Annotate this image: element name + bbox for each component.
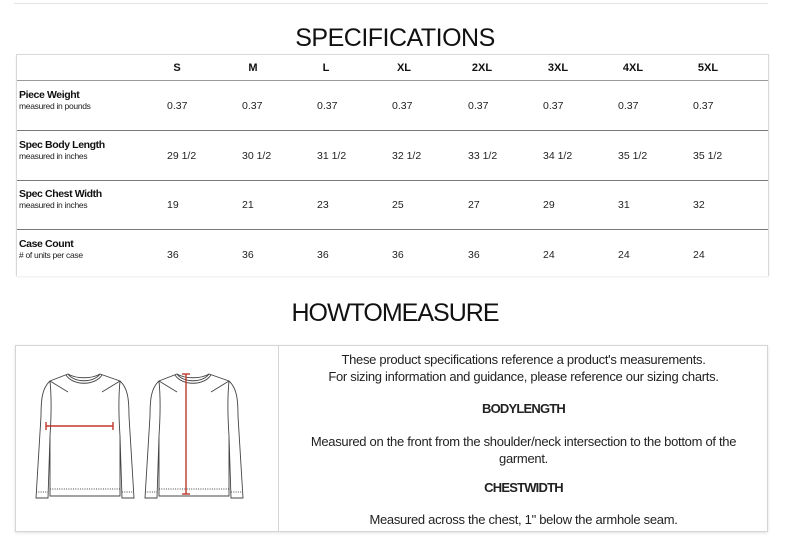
table-cell: 25: [392, 199, 404, 211]
table-cell: 24: [543, 249, 555, 261]
intro-text: These product specifications reference a product's measurements.: [341, 352, 706, 367]
table-cell: 0.37: [242, 100, 263, 112]
table-cell: 35 1/2: [693, 150, 723, 162]
size-header: S: [173, 62, 181, 74]
measurement-illustration: [16, 346, 279, 531]
table-row: [17, 131, 768, 181]
size-header: 4XL: [622, 62, 644, 74]
table-cell: 36: [167, 249, 179, 261]
table-row: [17, 81, 768, 131]
table-cell: 29 1/2: [167, 150, 197, 162]
top-divider: [14, 0, 768, 4]
table-row: [17, 230, 768, 279]
table-cell: 0.37: [167, 100, 188, 112]
row-label: [19, 90, 91, 112]
size-header: M: [248, 62, 258, 74]
table-cell: 27: [468, 199, 480, 211]
size-header: 5XL: [697, 62, 719, 74]
row-label-unit: # of units per case: [19, 250, 83, 260]
size-header: 3XL: [547, 62, 569, 74]
row-label: [19, 239, 83, 261]
table-cell: 0.37: [317, 100, 338, 112]
table-cell: 36: [242, 249, 254, 261]
body-length-description: Measured on the front from the shoulder/neck intersection to the bottom of the garment.: [310, 434, 737, 466]
row-label: [19, 189, 102, 211]
size-header: L: [322, 62, 330, 74]
table-cell: 24: [693, 249, 705, 261]
table-cell: 0.37: [468, 100, 489, 112]
table-cell: 0.37: [693, 100, 714, 112]
table-cell: 0.37: [392, 100, 413, 112]
row-label-unit: measured in inches: [19, 151, 88, 161]
table-cell: 19: [167, 199, 179, 211]
shirt-back-icon: [145, 374, 243, 498]
table-cell: 32: [693, 199, 705, 211]
size-header-row: [17, 55, 768, 81]
size-header: 2XL: [471, 62, 493, 74]
table-cell: 31 1/2: [317, 150, 347, 162]
table-cell: 0.37: [618, 100, 639, 112]
specifications-title: SPECIFICATIONS: [295, 24, 495, 52]
table-cell: 35 1/2: [618, 150, 648, 162]
how-to-measure-panel: [15, 345, 768, 532]
shirt-front-icon: [36, 374, 134, 498]
body-length-heading: BODYLENGTH: [481, 401, 565, 416]
chest-width-description: Measured across the chest, 1" below the armhole seam.: [369, 512, 678, 527]
row-label-main: Piece Weight: [19, 89, 80, 101]
table-cell: 36: [468, 249, 480, 261]
specifications-table: [16, 54, 769, 276]
table-cell: 33 1/2: [468, 150, 498, 162]
table-cell: 29: [543, 199, 555, 211]
table-cell: 31: [618, 199, 630, 211]
table-cell: 24: [618, 249, 630, 261]
row-label-unit: measured in pounds: [19, 101, 91, 111]
long-sleeve-shirt-icon: [16, 346, 278, 531]
table-cell: 34 1/2: [543, 150, 573, 162]
table-row: [17, 180, 768, 230]
how-to-measure-title: HOWTOMEASURE: [291, 299, 499, 327]
table-cell: 0.37: [543, 100, 564, 112]
intro-text: For sizing information and guidance, please reference our sizing charts.: [328, 369, 719, 384]
chest-width-heading: CHESTWIDTH: [484, 480, 563, 495]
row-label: [19, 140, 105, 162]
table-cell: 21: [242, 199, 254, 211]
table-cell: 36: [317, 249, 329, 261]
table-cell: 36: [392, 249, 404, 261]
table-cell: 23: [317, 199, 329, 211]
measurement-instructions: [280, 346, 767, 531]
row-label-main: Spec Chest Width: [19, 188, 102, 200]
table-cell: 32 1/2: [392, 150, 422, 162]
table-cell: 30 1/2: [242, 150, 272, 162]
row-label-unit: measured in inches: [19, 200, 88, 210]
row-label-main: Case Count: [19, 238, 74, 250]
row-label-main: Spec Body Length: [19, 139, 105, 151]
size-header: XL: [396, 62, 412, 74]
